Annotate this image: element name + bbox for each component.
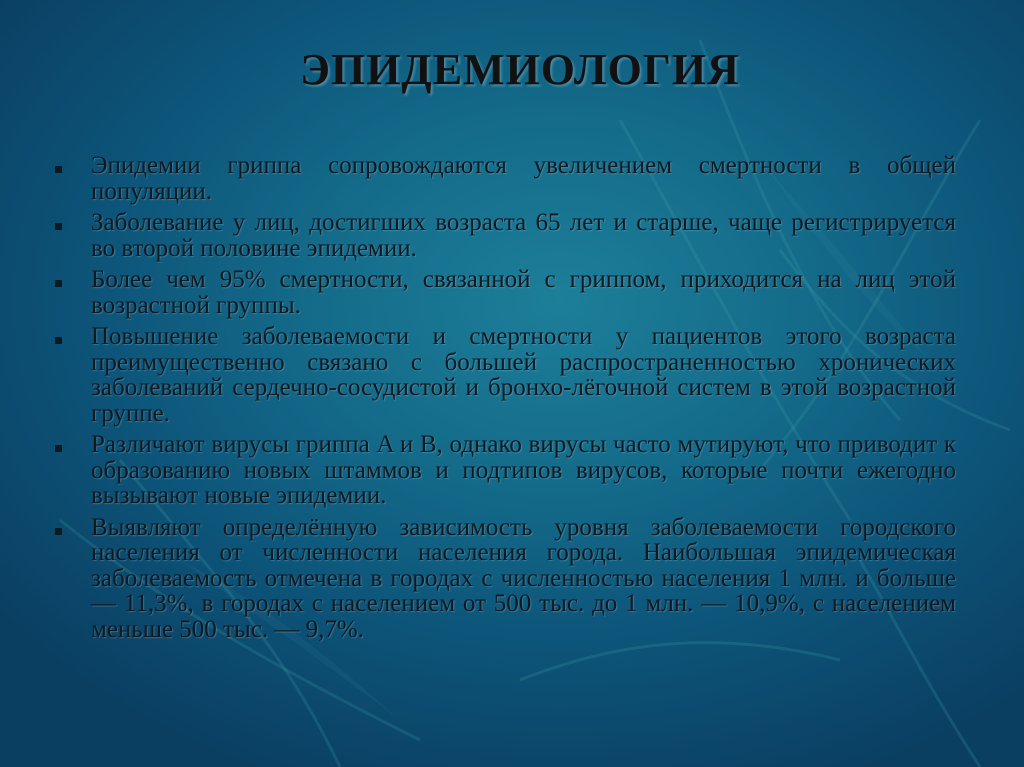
bullet-item [48,210,956,261]
square-bullet-icon [55,337,62,344]
bullet-text: Повышение заболеваемости и смертности у пациентов этого возраста преимущественно связано с большей распространенностью хронических заболеваний сердечно-сосудистой и бронхо-лёгочной систем в этой возрастной группе. [91,323,956,427]
bullet-item [48,324,956,426]
bullet-item [48,432,956,509]
bullet-text: Более чем 95% смертности, связанной с гриппом, приходится на лиц этой возрастной группы. [91,266,956,319]
square-bullet-icon [55,528,62,535]
bullet-text: Различают вирусы гриппа A и B, однако вирусы часто мутируют, что приводит к образованию новых штаммов и подтипов вирусов, которые почти ежегодно вызывают новые эпидемии. [91,431,956,509]
square-bullet-icon [55,280,62,287]
bullet-text: Выявляют определённую зависимость уровня заболеваемости городского населения от численности населения города. Наибольшая эпидемическая заболеваемость отмечена в городах с численностью населения 1 млн. и больше — 11,3%, в городах с населением от 500 тыс. до 1 млн. — 10,9%, с населением меньше 500 тыс. — 9,7%. [91,513,956,643]
square-bullet-icon [55,166,62,173]
bullet-item [48,267,956,318]
square-bullet-icon [55,445,62,452]
slide-title: ЭПИДЕМИОЛОГИЯ [300,45,740,94]
bullet-list [48,153,956,648]
bullet-text: Эпидемии гриппа сопровождаются увеличением смертности в общей популяции. [91,152,956,205]
bullet-text: Заболевание у лиц, достигших возраста 65 лет и старше, чаще регистрируется во второй половине эпидемии. [91,209,956,262]
bullet-item [48,515,956,643]
bullet-item [48,153,956,204]
square-bullet-icon [55,223,62,230]
